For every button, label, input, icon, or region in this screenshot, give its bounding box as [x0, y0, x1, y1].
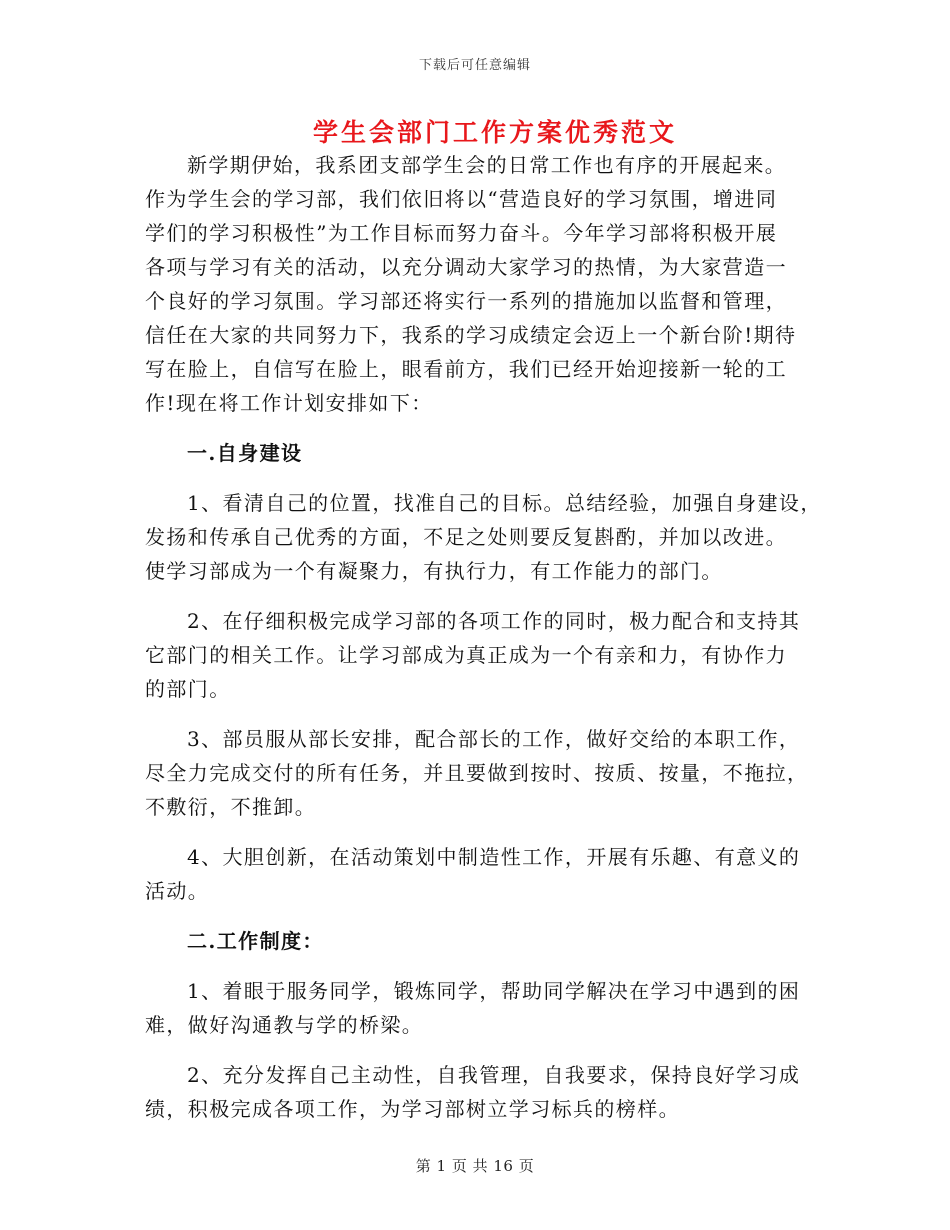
section-heading-work-system: 二.工作制度：	[187, 929, 324, 953]
text-line: 个良好的学习氛围。学习部还将实行一系列的措施加以监督和管理，	[145, 289, 787, 313]
text-line: 4、大胆创新，在活动策划中制造性工作，开展有乐趣、有意义的	[187, 845, 801, 869]
text-line: 2、在仔细积极完成学习部的各项工作的同时，极力配合和支持其	[187, 609, 801, 633]
text-line: 活动。	[145, 879, 210, 903]
list-item	[145, 1058, 820, 1126]
document-title: 学生会部门工作方案优秀范文	[312, 118, 677, 147]
list-item	[145, 722, 820, 824]
text-line: 绩，积极完成各项工作，为学习部树立学习标兵的榜样。	[145, 1097, 680, 1121]
list-item	[145, 974, 820, 1042]
list-item	[145, 604, 820, 706]
text-line: 作!现在将工作计划安排如下：	[145, 391, 433, 415]
text-line: 各项与学习有关的活动，以充分调动大家学习的热情，为大家营造一	[145, 255, 787, 279]
text-line: 发扬和传承自己优秀的方面，不足之处则要反复斟酌，并加以改进。	[145, 525, 787, 549]
intro-paragraph	[145, 148, 820, 420]
header-note: 下载后可任意编辑	[418, 58, 531, 73]
text-line: 2、充分发挥自己主动性，自我管理，自我要求，保持良好学习成	[187, 1063, 801, 1087]
page-number: 第 1 页 共 16 页	[415, 1157, 535, 1175]
text-line: 尽全力完成交付的所有任务，并且要做到按时、按质、按量，不拖拉，	[145, 761, 809, 785]
text-line: 新学期伊始，我系团支部学生会的日常工作也有序的开展起来。	[187, 153, 787, 177]
text-line: 使学习部成为一个有凝聚力，有执行力，有工作能力的部门。	[145, 559, 723, 583]
text-line: 学们的学习积极性”为工作目标而努力奋斗。今年学习部将积极开展	[145, 221, 778, 245]
section-heading-self-building: 一.自身建设	[187, 441, 303, 465]
text-line: 不敷衍，不推卸。	[145, 795, 317, 819]
text-line: 信任在大家的共同努力下，我系的学习成绩定会迈上一个新台阶!期待	[145, 323, 797, 347]
list-item	[145, 840, 820, 908]
text-line: 1、着眼于服务同学，锻炼同学，帮助同学解决在学习中遇到的困	[187, 979, 801, 1003]
document-body	[145, 148, 820, 1126]
text-line: 写在脸上，自信写在脸上，眼看前方，我们已经开始迎接新一轮的工	[145, 357, 787, 381]
text-line: 1、看清自己的位置，找准自己的目标。总结经验，加强自身建设，	[187, 491, 822, 515]
text-line: 它部门的相关工作。让学习部成为真正成为一个有亲和力，有协作力	[145, 643, 787, 667]
text-line: 作为学生会的学习部，我们依旧将以“营造良好的学习氛围，增进同	[145, 187, 778, 211]
text-line: 3、部员服从部长安排，配合部长的工作，做好交给的本职工作，	[187, 727, 801, 751]
text-line: 难，做好沟通教与学的桥梁。	[145, 1013, 424, 1037]
text-line: 的部门。	[145, 677, 231, 701]
list-item	[145, 486, 820, 588]
